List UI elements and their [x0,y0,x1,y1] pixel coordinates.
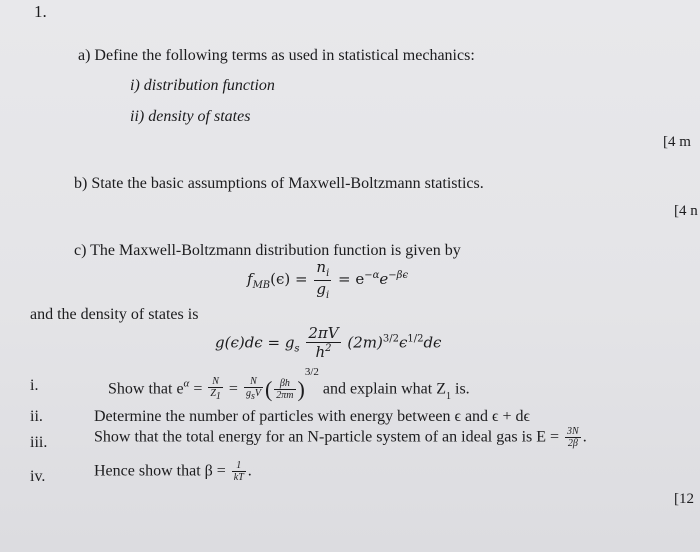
sub-item-iv-text: Hence show that β = $\frac{1}{kT}$ . [94,460,252,483]
sub-item-iv-label: iv. [30,468,46,485]
ni-over-gi-fraction: $\frac{n_i}{g_i}$ [316,258,330,301]
sub-item-i-text: Show that $e^\alpha$ = $\frac{N}{Z_1}$ = $\frac{N}{g_sV}$ ( $\frac{\beta h}{2\pi m}$ )$^{3/2}$ and explain what $Z_1$ is. [108,366,470,403]
three-n-over-two-beta-fraction: $\frac{3N}{2\beta}$ [567,426,579,449]
beta-h-over-2-pi-m-fraction: $\frac{\beta h}{2\pi m}$ [276,377,294,401]
question-number: 1. [34,2,47,21]
density-of-states-equation: $g(\epsilon)d\epsilon = g_s$ $\frac{2\pi V}{h^2}$ $(2m)^{3/2}\epsilon^{1/2}d\epsilon$ [215,324,442,362]
part-b-prompt: b) State the basic assumptions of Maxwell-Boltzmann statistics. [74,175,484,192]
sub-item-iii-text: Show that the total energy for an N-particle system of an ideal gas is E = $\frac{3N}{2\beta}$ . [94,426,587,449]
one-over-kt-fraction: $\frac{1}{kT}$ [233,460,244,483]
part-a-prompt: a) Define the following terms as used in statistical mechanics: [78,47,475,64]
part-b-marks: [4 n [674,203,698,219]
n-over-z1-fraction: $\frac{N}{Z_1}$ [210,376,221,403]
sub-item-iii-label: iii. [30,434,48,451]
part-a-marks: [4 m [663,134,691,150]
part-a-item-2: ii) density of states [130,108,251,125]
part-c-prompt: c) The Maxwell-Boltzmann distribution function is given by [74,242,461,259]
sub-item-i-label: i. [30,377,39,394]
two-pi-v-over-h2-fraction: $\frac{2\pi V}{h^2}$ [308,324,339,362]
density-of-states-intro: and the density of states is [30,306,199,323]
part-a-item-1: i) distribution function [130,77,275,94]
final-marks: [12 [674,491,694,507]
sub-item-ii-text: Determine the number of particles with energy between ϵ and ϵ + dϵ [94,408,531,425]
sub-item-ii-label: ii. [30,408,43,425]
maxwell-boltzmann-equation: $f_{MB}(\epsilon)$ = $\frac{n_i}{g_i}$ = $e^{-\alpha}e^{-\beta\epsilon}$ [247,258,409,301]
n-over-gsv-fraction: $\frac{N}{g_sV}$ [245,376,261,403]
